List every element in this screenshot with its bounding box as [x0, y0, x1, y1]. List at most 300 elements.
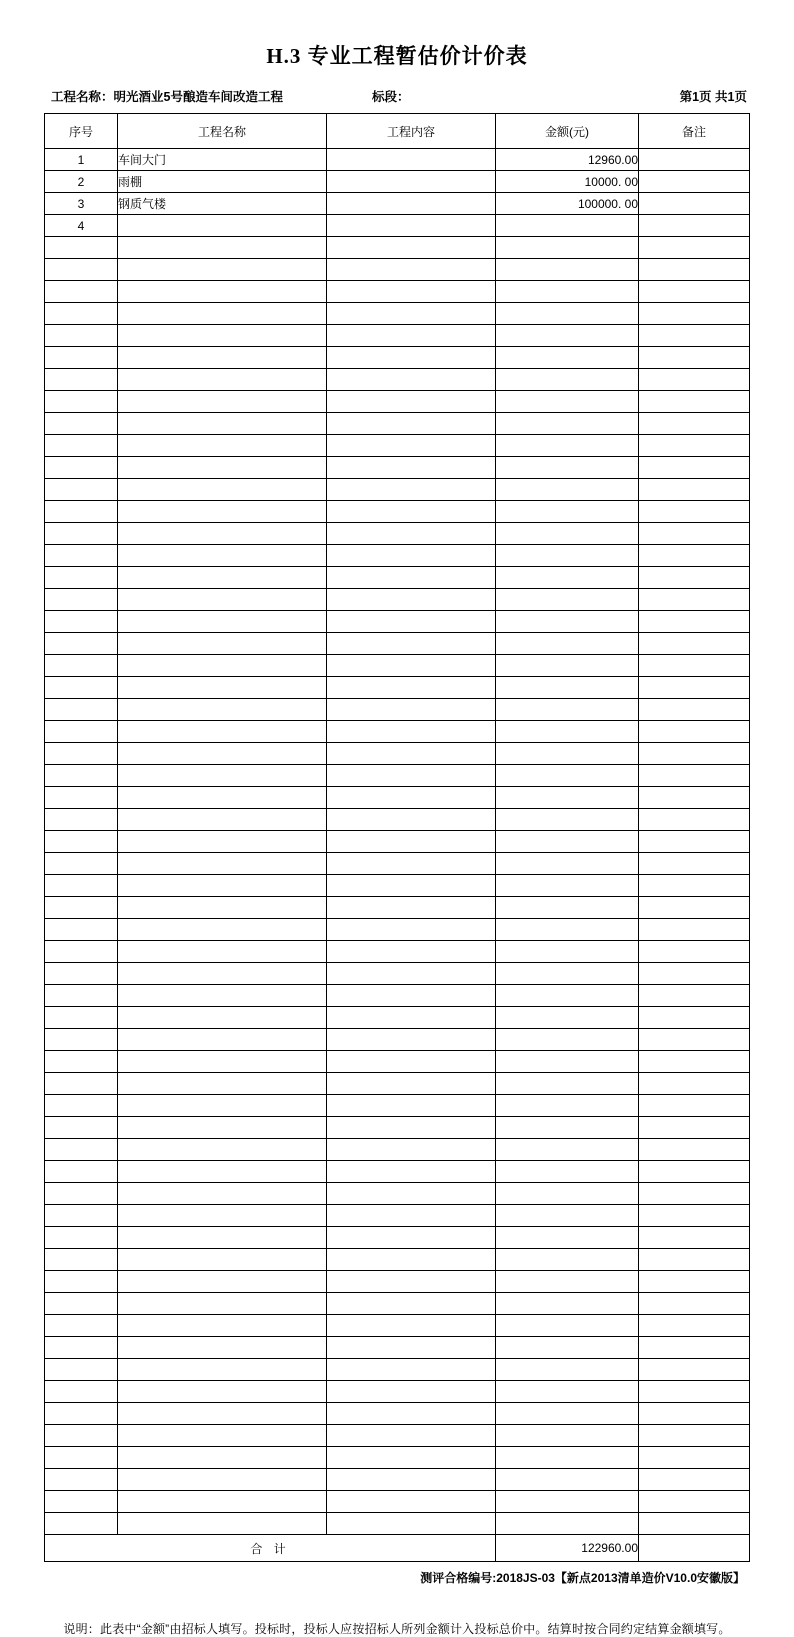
cell-remark [639, 721, 750, 743]
cell-content [327, 501, 496, 523]
project-meta [51, 87, 283, 105]
cell-amount [496, 963, 639, 985]
cell-remark [639, 1359, 750, 1381]
cell-remark [639, 677, 750, 699]
total-label: 合 计 [45, 1535, 496, 1562]
cell-no [45, 1095, 118, 1117]
cell-remark [639, 347, 750, 369]
cell-amount [496, 919, 639, 941]
cell-no [45, 1359, 118, 1381]
table-row [45, 281, 750, 303]
cell-no [45, 1139, 118, 1161]
document-meta [47, 85, 747, 107]
table-row [45, 1249, 750, 1271]
cell-no [45, 611, 118, 633]
cell-content [327, 721, 496, 743]
cell-content [327, 677, 496, 699]
cell-content [327, 193, 496, 215]
cell-remark [639, 479, 750, 501]
cell-no [45, 985, 118, 1007]
cell-amount [496, 479, 639, 501]
table-row [45, 215, 750, 237]
column-header-name: 工程名称 [118, 114, 327, 149]
section-meta [372, 87, 410, 105]
cell-no [45, 413, 118, 435]
cell-content [327, 413, 496, 435]
total-row [45, 1535, 750, 1562]
cell-amount [496, 809, 639, 831]
cell-amount [496, 391, 639, 413]
cell-remark [639, 853, 750, 875]
cell-name [118, 347, 327, 369]
cell-amount [496, 611, 639, 633]
cell-amount [496, 765, 639, 787]
cell-name [118, 215, 327, 237]
cell-name [118, 545, 327, 567]
table-row [45, 1425, 750, 1447]
cell-content [327, 897, 496, 919]
cell-no [45, 281, 118, 303]
cell-name [118, 1051, 327, 1073]
cell-remark [639, 831, 750, 853]
cell-remark [639, 787, 750, 809]
cell-name: 车间大门 [118, 149, 327, 171]
cell-remark [639, 391, 750, 413]
cell-name [118, 369, 327, 391]
cell-content [327, 1469, 496, 1491]
cell-no [45, 721, 118, 743]
cell-name [118, 523, 327, 545]
cell-amount [496, 369, 639, 391]
table-row [45, 633, 750, 655]
cell-name [118, 985, 327, 1007]
cell-content [327, 787, 496, 809]
cell-content [327, 435, 496, 457]
table-row [45, 1403, 750, 1425]
cell-amount [496, 1007, 639, 1029]
cell-content [327, 545, 496, 567]
cell-no [45, 391, 118, 413]
cell-amount [496, 1491, 639, 1513]
cell-remark [639, 699, 750, 721]
cell-content [327, 985, 496, 1007]
cell-amount [496, 589, 639, 611]
cell-content [327, 281, 496, 303]
cell-content [327, 1381, 496, 1403]
cell-content [327, 743, 496, 765]
cell-amount [496, 1315, 639, 1337]
table-row [45, 765, 750, 787]
project-name: 明光酒业5号酿造车间改造工程 [113, 90, 283, 105]
cell-name [118, 1381, 327, 1403]
cell-name [118, 435, 327, 457]
cell-name [118, 567, 327, 589]
cell-remark [639, 1073, 750, 1095]
cell-name [118, 589, 327, 611]
cell-no [45, 325, 118, 347]
cell-content [327, 1227, 496, 1249]
cell-no [45, 765, 118, 787]
cell-content [327, 1271, 496, 1293]
cell-content [327, 1161, 496, 1183]
cell-name [118, 1205, 327, 1227]
table-row [45, 545, 750, 567]
cell-content [327, 1073, 496, 1095]
cell-content [327, 325, 496, 347]
cell-amount [496, 325, 639, 347]
cell-content [327, 963, 496, 985]
cell-content [327, 391, 496, 413]
cell-remark [639, 215, 750, 237]
cell-name [118, 325, 327, 347]
cell-amount [496, 1425, 639, 1447]
cell-content [327, 1139, 496, 1161]
cell-amount [496, 1183, 639, 1205]
cell-remark [639, 1447, 750, 1469]
cell-remark [639, 1271, 750, 1293]
cell-content [327, 479, 496, 501]
cell-no [45, 655, 118, 677]
cell-name [118, 1425, 327, 1447]
cell-name [118, 655, 327, 677]
table-row [45, 1227, 750, 1249]
cell-no [45, 545, 118, 567]
cell-amount [496, 1271, 639, 1293]
cell-no [45, 501, 118, 523]
cell-content [327, 1447, 496, 1469]
cell-content [327, 1095, 496, 1117]
cell-remark [639, 259, 750, 281]
cell-remark [639, 1139, 750, 1161]
section-label: 标段： [372, 90, 410, 105]
cell-remark [639, 1469, 750, 1491]
cell-content [327, 1403, 496, 1425]
cell-name [118, 1513, 327, 1535]
cell-name [118, 1469, 327, 1491]
cell-amount [496, 1513, 639, 1535]
cell-name [118, 1007, 327, 1029]
table-row [45, 171, 750, 193]
cell-amount [496, 831, 639, 853]
table-row [45, 413, 750, 435]
cell-name [118, 391, 327, 413]
cell-content [327, 1007, 496, 1029]
cell-no [45, 567, 118, 589]
cell-no [45, 523, 118, 545]
cell-amount [496, 215, 639, 237]
cell-amount [496, 1469, 639, 1491]
cell-name [118, 1249, 327, 1271]
cell-name [118, 963, 327, 985]
table-row [45, 369, 750, 391]
cell-name [118, 1161, 327, 1183]
table-row [45, 567, 750, 589]
cell-content [327, 875, 496, 897]
cell-no [45, 853, 118, 875]
cell-name [118, 1227, 327, 1249]
cell-content [327, 633, 496, 655]
cell-content [327, 347, 496, 369]
cell-amount [496, 721, 639, 743]
cell-remark [639, 1007, 750, 1029]
cell-amount [496, 1447, 639, 1469]
cell-remark [639, 435, 750, 457]
cell-no [45, 831, 118, 853]
cell-content [327, 1513, 496, 1535]
cell-remark [639, 369, 750, 391]
cell-name [118, 677, 327, 699]
cell-amount [496, 1095, 639, 1117]
cell-content [327, 655, 496, 677]
cell-remark [639, 765, 750, 787]
cell-amount [496, 1403, 639, 1425]
cell-no [45, 963, 118, 985]
table-row [45, 1029, 750, 1051]
cell-name: 钢质气楼 [118, 193, 327, 215]
table-row [45, 149, 750, 171]
cell-remark [639, 1513, 750, 1535]
cell-name [118, 303, 327, 325]
cell-remark [639, 875, 750, 897]
table-row [45, 303, 750, 325]
cell-name [118, 1183, 327, 1205]
cell-no [45, 1403, 118, 1425]
cell-amount [496, 347, 639, 369]
cell-content [327, 1117, 496, 1139]
cell-no [45, 787, 118, 809]
cell-no [45, 1161, 118, 1183]
cell-amount [496, 699, 639, 721]
cell-content [327, 1293, 496, 1315]
cell-content [327, 1029, 496, 1051]
cell-amount [496, 1073, 639, 1095]
table-row [45, 787, 750, 809]
cell-name [118, 743, 327, 765]
cell-remark [639, 897, 750, 919]
cell-content [327, 259, 496, 281]
cell-no [45, 1469, 118, 1491]
cell-no [45, 1073, 118, 1095]
cell-no [45, 633, 118, 655]
cell-amount: 12960.00 [496, 149, 639, 171]
cell-content [327, 215, 496, 237]
cell-name [118, 611, 327, 633]
table-row [45, 963, 750, 985]
cell-remark [639, 1293, 750, 1315]
table-row [45, 809, 750, 831]
cell-content [327, 149, 496, 171]
table-row [45, 1095, 750, 1117]
table-header-row [45, 114, 750, 149]
cell-amount [496, 1161, 639, 1183]
cell-remark [639, 1205, 750, 1227]
cell-no [45, 237, 118, 259]
cell-no [45, 677, 118, 699]
cell-name: 雨棚 [118, 171, 327, 193]
cell-remark [639, 1227, 750, 1249]
cell-name [118, 281, 327, 303]
table-header [45, 114, 750, 149]
cell-remark [639, 1337, 750, 1359]
table-row [45, 1117, 750, 1139]
cell-no [45, 457, 118, 479]
cell-content [327, 1359, 496, 1381]
cell-remark [639, 1029, 750, 1051]
cell-content [327, 1051, 496, 1073]
cell-remark [639, 193, 750, 215]
cell-remark [639, 1117, 750, 1139]
cell-content [327, 611, 496, 633]
cell-remark [639, 963, 750, 985]
cell-amount [496, 303, 639, 325]
cell-no [45, 743, 118, 765]
cell-name [118, 1117, 327, 1139]
cell-content [327, 699, 496, 721]
cell-amount [496, 281, 639, 303]
cell-amount [496, 655, 639, 677]
cell-remark [639, 655, 750, 677]
cell-remark [639, 985, 750, 1007]
cell-no [45, 1315, 118, 1337]
cell-remark [639, 545, 750, 567]
table-row [45, 325, 750, 347]
cell-name [118, 809, 327, 831]
cell-content [327, 1425, 496, 1447]
cell-no [45, 347, 118, 369]
cell-remark [639, 743, 750, 765]
cell-no [45, 1205, 118, 1227]
cell-name [118, 479, 327, 501]
cell-amount [496, 1337, 639, 1359]
cell-amount [496, 985, 639, 1007]
cell-no [45, 303, 118, 325]
cell-name [118, 259, 327, 281]
table-row [45, 831, 750, 853]
cell-remark [639, 809, 750, 831]
cell-amount [496, 897, 639, 919]
cell-remark [639, 1095, 750, 1117]
cell-name [118, 1029, 327, 1051]
cell-amount [496, 435, 639, 457]
cell-content [327, 1205, 496, 1227]
cell-amount [496, 633, 639, 655]
column-header-no: 序号 [45, 114, 118, 149]
table-row [45, 347, 750, 369]
cell-remark [639, 523, 750, 545]
cell-no [45, 589, 118, 611]
cell-remark [639, 941, 750, 963]
table-row [45, 193, 750, 215]
cell-remark [639, 1425, 750, 1447]
cell-amount [496, 523, 639, 545]
table-row [45, 1271, 750, 1293]
cell-name [118, 237, 327, 259]
cell-amount [496, 941, 639, 963]
table-row [45, 743, 750, 765]
cell-name [118, 1293, 327, 1315]
project-label: 工程名称： [51, 90, 114, 105]
cell-content [327, 589, 496, 611]
cell-amount [496, 1051, 639, 1073]
cell-remark [639, 567, 750, 589]
cell-content [327, 369, 496, 391]
cell-amount [496, 237, 639, 259]
cell-content [327, 831, 496, 853]
table-row [45, 457, 750, 479]
cell-remark [639, 237, 750, 259]
cell-amount [496, 457, 639, 479]
cell-name [118, 1073, 327, 1095]
certification-line: 测评合格编号:2018JS-03【新点2013清单造价V10.0安徽版】 [420, 1571, 745, 1586]
table-row [45, 897, 750, 919]
cell-remark [639, 1183, 750, 1205]
table-row [45, 479, 750, 501]
cell-no [45, 897, 118, 919]
table-row [45, 919, 750, 941]
table-row [45, 875, 750, 897]
cell-remark [639, 457, 750, 479]
table-row [45, 677, 750, 699]
cell-content [327, 237, 496, 259]
cell-content [327, 765, 496, 787]
cell-amount [496, 567, 639, 589]
cell-remark [639, 1403, 750, 1425]
cell-remark [639, 1051, 750, 1073]
cell-amount [496, 1227, 639, 1249]
cell-no [45, 809, 118, 831]
cell-content [327, 1183, 496, 1205]
table-row [45, 1469, 750, 1491]
cell-amount [496, 853, 639, 875]
cell-no: 3 [45, 193, 118, 215]
cell-content [327, 171, 496, 193]
table-row [45, 1051, 750, 1073]
cell-name [118, 1403, 327, 1425]
page-title: H.3 专业工程暂估价计价表 [266, 44, 528, 68]
cell-no [45, 875, 118, 897]
cell-name [118, 1359, 327, 1381]
cell-amount [496, 787, 639, 809]
cell-no [45, 1491, 118, 1513]
cell-name [118, 721, 327, 743]
table-row [45, 1073, 750, 1095]
cell-remark [639, 325, 750, 347]
cell-amount [496, 1359, 639, 1381]
cell-content [327, 1315, 496, 1337]
cell-content [327, 1249, 496, 1271]
cell-remark [639, 1315, 750, 1337]
cell-amount [496, 1117, 639, 1139]
cell-name [118, 457, 327, 479]
cell-remark [639, 171, 750, 193]
cell-name [118, 1271, 327, 1293]
table-row [45, 1381, 750, 1403]
cell-remark [639, 1249, 750, 1271]
cell-amount [496, 413, 639, 435]
cell-no [45, 1249, 118, 1271]
cell-no [45, 369, 118, 391]
table-row [45, 391, 750, 413]
cell-no [45, 1447, 118, 1469]
table-row [45, 1513, 750, 1535]
cell-name [118, 1315, 327, 1337]
table-row [45, 523, 750, 545]
table-row [45, 699, 750, 721]
cell-name [118, 787, 327, 809]
cell-no [45, 1425, 118, 1447]
table-row [45, 1337, 750, 1359]
table-body [45, 149, 750, 1535]
